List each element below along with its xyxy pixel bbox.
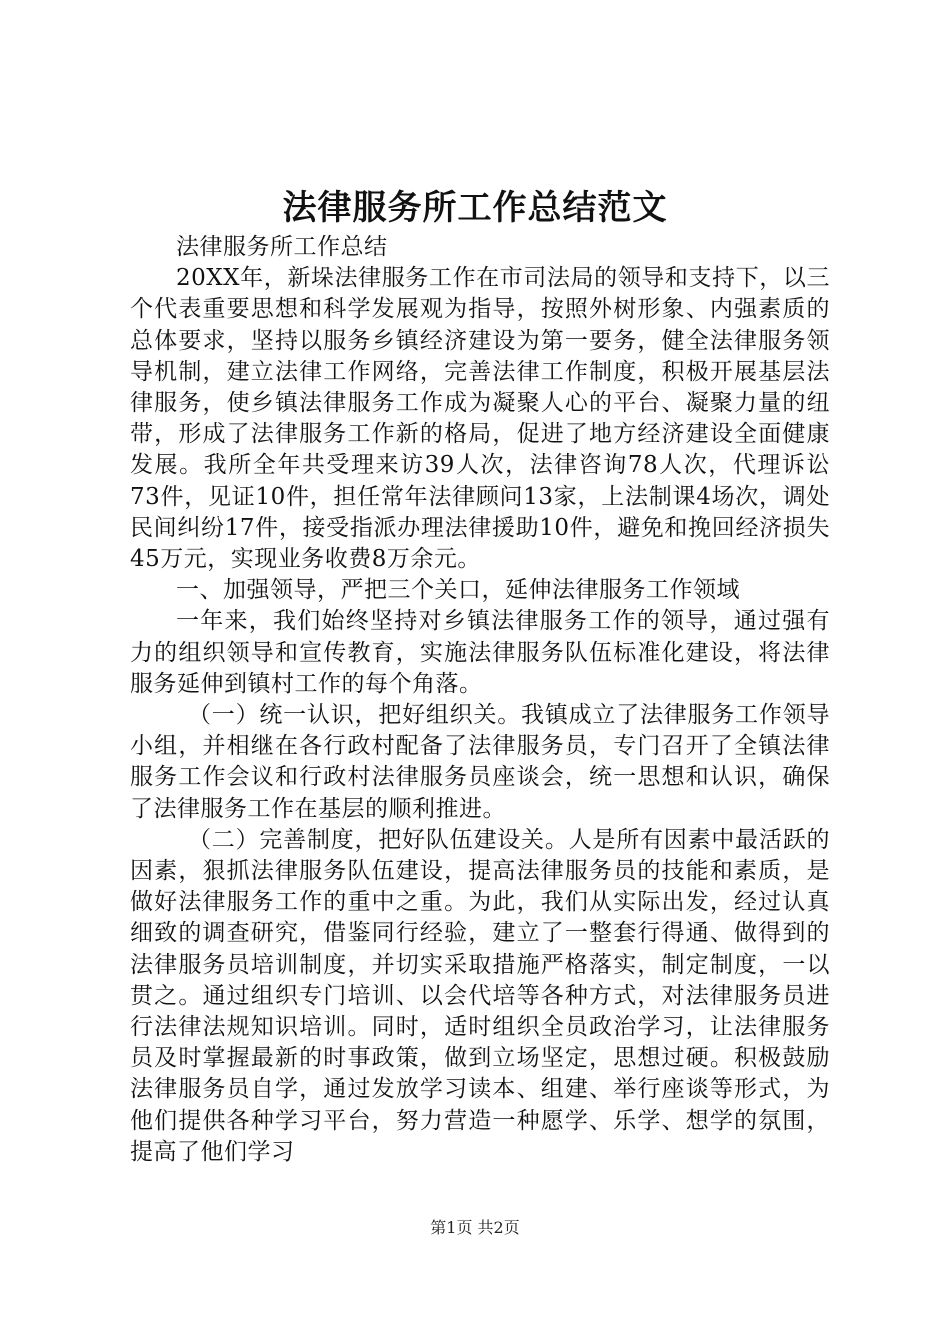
document-title: 法律服务所工作总结范文 (282, 188, 668, 228)
paragraph-item-one: （一）统一认识，把好组织关。我镇成立了法律服务工作领导小组，并相继在各行政村配备了法律服务员，专门召开了全镇法律服务工作会议和行政村法律服务员座谈会，统一思想和认识，确保了法律服务工作在基层的顺利推进。 (130, 702, 830, 822)
paragraph-item-two: （二）完善制度，把好队伍建设关。人是所有因素中最活跃的因素，狠抓法律服务队伍建设，提高法律服务员的技能和素质，是做好法律服务工作的重中之重。为此，我们从实际出发，经过认真细致的调查研究，借鉴同行经验，建立了一整套行得通、做得到的法律服务员培训制度，并切实采取措施严格落实，制定制度，一以贯之。通过组织专门培训、以会代培等各种方式，对法律服务员进行法律法规知识培训。同时，适时组织全员政治学习，让法律服务员及时掌握最新的时事政策，做到立场坚定，思想过硬。积极鼓励法律服务员自学，通过发放学习读本、组建、举行座谈等形式，为他们提供各种学习平台，努力营造一种愿学、乐学、想学的氛围，提高了他们学习 (130, 826, 830, 1165)
paragraph-summary: 20XX年，新垛法律服务工作在市司法局的领导和支持下，以三个代表重要思想和科学发展观为指导，按照外树形象、内强素质的总体要求，坚持以服务乡镇经济建设为第一要务，健全法律服务领导机制，建立法律工作网络，完善法律工作制度，积极开展基层法律服务，使乡镇法律服务工作成为凝聚人心的平台、凝聚力量的纽带，形成了法律服务工作新的格局，促进了地方经济建设全面健康发展。我所全年共受理来访39人次，法律咨询78人次，代理诉讼73件，见证10件，担任常年法律顾问13家，上法制课4场次，调处民间纠纷17件，接受指派办理法律援助10件，避免和挽回经济损失45万元，实现业务收费8万余元。 (130, 265, 830, 573)
document-body (130, 232, 830, 1168)
paragraph-section-intro: 一年来，我们始终坚持对乡镇法律服务工作的领导，通过强有力的组织领导和宣传教育，实施法律服务队伍标准化建设，将法律服务延伸到镇村工作的每个角落。 (130, 608, 830, 697)
paragraph-subtitle: 法律服务所工作总结 (176, 234, 388, 260)
page-footer: 第1页 共2页 (430, 1218, 520, 1237)
paragraph-section-heading: 一、加强领导，严把三个关口，延伸法律服务工作领域 (176, 577, 740, 604)
